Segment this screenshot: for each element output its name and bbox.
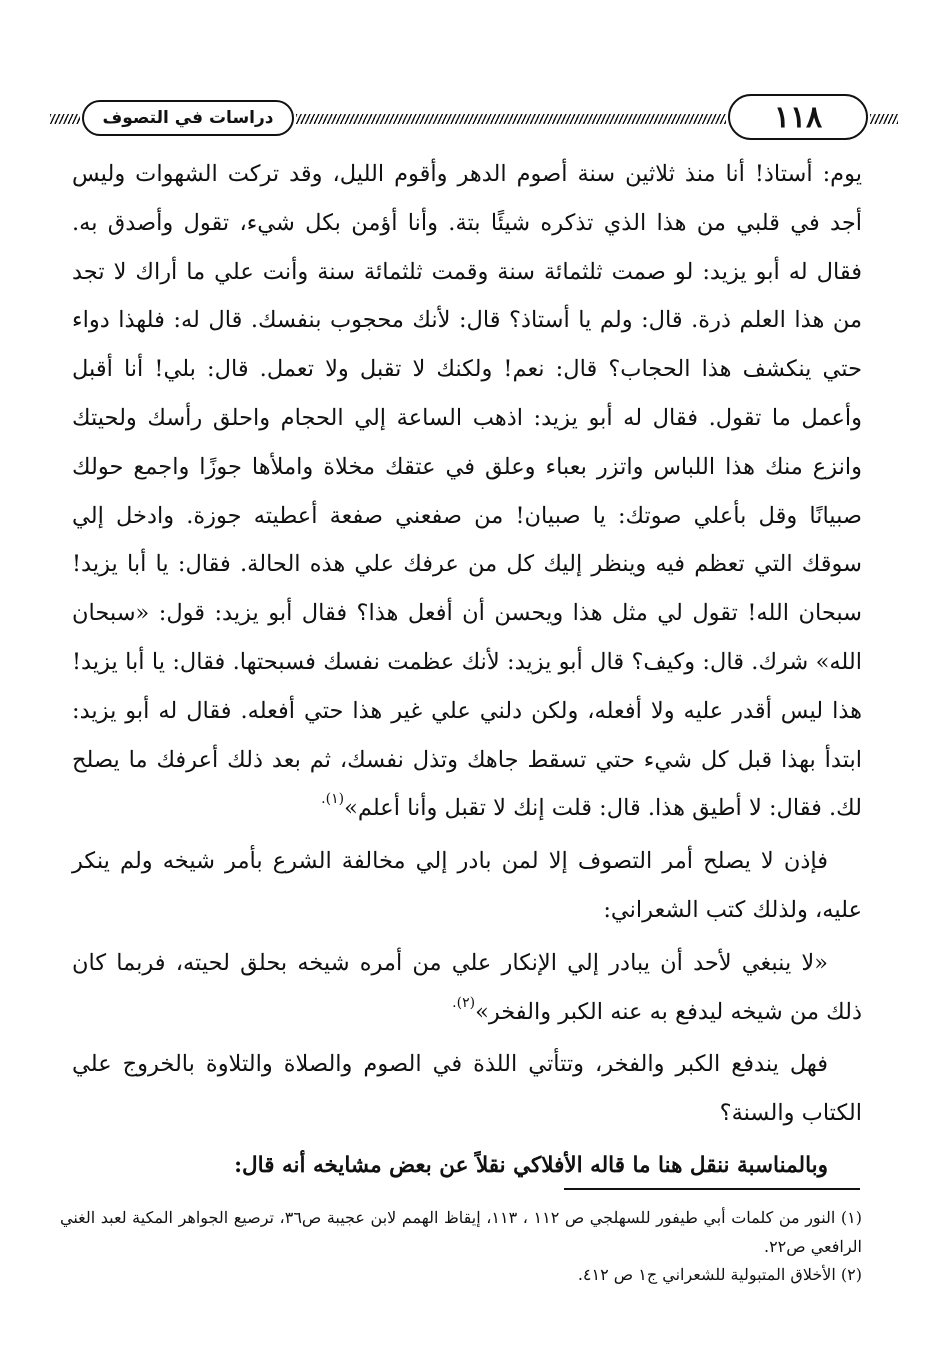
- header-ornament-left: [50, 114, 80, 124]
- quote-paragraph: «لا ينبغي لأحد أن يبادر إلي الإنكار علي من أمره شيخه بحلق لحيته، فربما كان ذلك من شيخه ليدفع به عنه الكبر والفخر»$^{(٢).}$: [72, 949, 862, 1025]
- paragraph-2: فإذن لا يصلح أمر التصوف إلا لمن بادر إلي مخالفة الشرع بأمر شيخه ولم ينكر عليه، ولذلك كتب الشعراني:: [72, 848, 862, 923]
- paragraph-5: وبالمناسبة ننقل هنا ما قاله الأفلاكي نقلاً عن بعض مشايخه أنه قال:: [234, 1152, 828, 1178]
- header-ornament-right: [870, 114, 898, 124]
- book-title: دراسات في التصوف: [82, 100, 294, 136]
- header-ornament-middle: [296, 114, 726, 124]
- footnote-divider: [564, 1188, 860, 1190]
- paragraph-4: فهل يندفع الكبر والفخر، وتتأتي اللذة في الصوم والصلاة والتلاوة بالخروج علي الكتاب والسنة؟: [72, 1051, 862, 1127]
- page-body: [72, 150, 862, 1191]
- paragraph-1: يوم: أستاذ! أنا منذ ثلاثين سنة أصوم الدهر وأقوم الليل، وقد تركت الشهوات وليس أجد في قلبي من هذا الذي تذكره شيئًا بتة. وأنا أؤمن بكل شيء، تقول وأصدق به. فقال له أبو يزيد: لو صمت ثلثمائة سنة وقمت ثلثمائة سنة وأنت علي ما أراك لا تجد من هذا العلم ذرة. قال: ولم يا أستاذ؟ قال: لأنك محجوب بنفسك. قال له: فلهذا دواء حتي ينكشف هذا الحجاب؟ قال: نعم! ولكنك لا تقبل ولا تعمل. قال: بلي! أنا أقبل وأعمل ما تقول. فقال له أبو يزيد: اذهب الساعة إلي الحجام واحلق رأسك ولحيتك وانزع منك هذا اللباس واتزر بعباء وعلق في عتقك مخلاة واملأها جوزًا واجمع حولك صبيانًا وقل بأعلي صوتك: يا صبيان! من صفعني صفعة أعطيته جوزة. وادخل إلي سوقك التي تعظم فيه وينظر إليك كل من عرفك علي هذه الحالة. فقال: يا أبا يزيد! سبحان الله! تقول لي مثل هذا ويحسن أن أفعل هذا؟ فقال أبو يزيد: قول: «سبحان الله» شرك. قال: وكيف؟ قال أبو يزيد: لأنك عظمت نفسك فسبحتها. فقال: يا أبا يزيد! هذا ليس أقدر عليه ولا أفعله، ولكن دلني علي غير هذا حتي أفعله. فقال له أبو يزيد: ابتدأ بهذا قبل كل شيء حتي تسقط جاهك وتذل نفسك، ثم بعد ذلك أعرفك ما يصلح لك. فقال: لا أطيق هذا. قال: قلت إنك لا تقبل وأنا أعلم»$^{(١).}$: [72, 161, 862, 822]
- page-number: ١١٨: [728, 94, 868, 140]
- running-header: [50, 90, 898, 148]
- footnotes: [60, 1204, 862, 1290]
- footnote-2: (٢) الأخلاق المتبولية للشعراني ج١ ص ٤١٢.: [577, 1265, 862, 1284]
- footnote-ref-1: (١).: [321, 791, 345, 808]
- footnote-ref-2: (٢).: [452, 994, 476, 1011]
- footnote-1: (١) النور من كلمات أبي طيفور للسهلجي ص ١١٢ ، ١١٣، إيقاظ الهمم لابن عجيبة ص٣٦، ترصيع الجواهر المكية لعبد الغني الرافعي ص٢٢.: [60, 1208, 863, 1256]
